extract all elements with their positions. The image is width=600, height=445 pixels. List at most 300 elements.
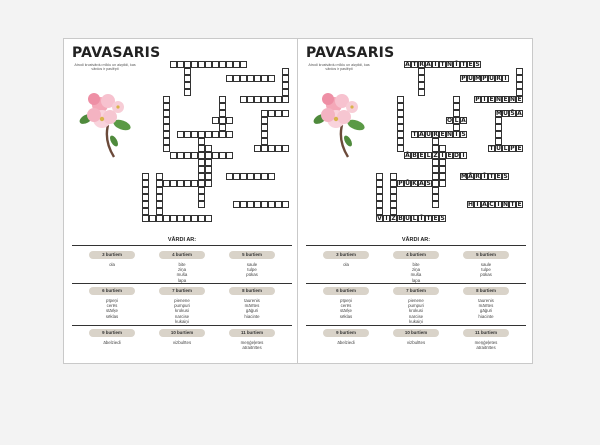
crossword-cell — [376, 201, 383, 208]
crossword-grid-solved — [298, 39, 533, 239]
crossword-cell — [205, 152, 212, 159]
crossword-cell — [163, 180, 170, 187]
crossword-cell: U — [405, 215, 410, 222]
word-item: saule — [246, 262, 258, 267]
word-length-label: 3 burtiem — [323, 251, 369, 259]
crossword-cell — [247, 96, 254, 103]
crossword-cell — [418, 82, 425, 89]
crossword-cell — [453, 103, 460, 110]
crossword-cell — [268, 96, 275, 103]
crossword-cell — [261, 173, 268, 180]
crossword-cell — [205, 131, 212, 138]
crossword-cell: T — [489, 145, 494, 152]
crossword-cell: Š — [510, 110, 515, 117]
crossword-cell — [439, 145, 446, 152]
crossword-cell — [261, 131, 268, 138]
crossword-cell: E — [517, 96, 522, 103]
word-group — [386, 251, 446, 283]
crossword-cell: T — [426, 215, 431, 222]
crossword-cell — [418, 75, 425, 82]
word-group — [386, 287, 446, 324]
crossword-cell — [453, 96, 460, 103]
word-item: hiacinte — [244, 313, 260, 319]
word-length-label: 10 burtiem — [159, 329, 205, 337]
word-item: tulpe — [247, 267, 257, 273]
word-item: stārķe — [106, 308, 118, 314]
crossword-cell — [163, 117, 170, 124]
crossword-cell — [390, 180, 397, 187]
crossword-cell — [233, 201, 240, 208]
word-item: krokusi — [409, 308, 423, 314]
crossword-cell — [198, 194, 205, 201]
word-item: pienene — [174, 298, 190, 303]
crossword-cell — [198, 201, 205, 208]
crossword-cell — [240, 61, 247, 68]
divider — [72, 245, 292, 246]
crossword-cell: N — [447, 61, 453, 68]
crossword-cell — [198, 159, 205, 166]
crossword-cell — [219, 96, 226, 103]
crossword-cell — [247, 173, 254, 180]
crossword-cell: I — [383, 215, 390, 222]
crossword-cell — [282, 96, 289, 103]
crossword-cell — [432, 166, 439, 173]
word-group — [456, 251, 516, 278]
crossword-cell: R — [475, 173, 480, 180]
crossword-cell: L — [454, 117, 459, 124]
crossword-cell: O — [447, 117, 453, 124]
word-item: cerēs — [340, 303, 352, 309]
crossword-cell — [219, 131, 226, 138]
word-group — [316, 329, 376, 345]
worksheet-solved — [297, 38, 533, 364]
crossword-cell: T — [510, 201, 515, 208]
word-group — [386, 329, 446, 345]
crossword-cell — [397, 131, 404, 138]
crossword-cell: C — [489, 201, 494, 208]
crossword-cell — [397, 138, 404, 145]
crossword-cell — [198, 131, 205, 138]
crossword-cell — [282, 75, 289, 82]
crossword-cell — [198, 180, 205, 187]
crossword-cell — [198, 173, 205, 180]
crossword-cell: K — [412, 180, 417, 187]
crossword-cell — [261, 75, 268, 82]
crossword-cell — [219, 117, 226, 124]
crossword-cell: Ī — [418, 215, 425, 222]
crossword-cell — [212, 131, 219, 138]
crossword-cell: Z — [391, 215, 396, 222]
crossword-cell — [261, 124, 268, 131]
crossword-cell: E — [433, 215, 438, 222]
crossword-cell — [142, 215, 149, 222]
crossword-cell — [142, 194, 149, 201]
crossword-cell — [240, 75, 247, 82]
crossword-cell: E — [419, 152, 424, 159]
crossword-cell: P — [398, 180, 403, 187]
crossword-cell — [198, 61, 205, 68]
crossword-cell: A — [419, 131, 424, 138]
crossword-cell — [191, 61, 198, 68]
crossword-cell — [156, 194, 163, 201]
crossword-cell: R — [419, 61, 424, 68]
crossword-cell — [275, 96, 282, 103]
word-length-label: 11 burtiem — [463, 329, 509, 337]
crossword-cell: U — [503, 110, 508, 117]
word-item: ola — [109, 262, 115, 267]
word-item: vizbulītes — [406, 340, 426, 345]
word-item: stārķe — [340, 308, 352, 314]
crossword-cell: T — [412, 131, 417, 138]
crossword-cell — [226, 117, 233, 124]
crossword-cell: Ū — [405, 180, 410, 187]
crossword-cell — [219, 103, 226, 110]
crossword-cell — [432, 201, 439, 208]
word-item: ābelziedi — [337, 340, 355, 345]
page-subtitle: Atrodi krustvārdu mīklu un aizpildi, kas vārdos ir paslēpti — [74, 63, 136, 72]
word-item: hiacinte — [478, 313, 494, 319]
crossword-cell: P — [510, 145, 515, 152]
crossword-cell — [261, 96, 268, 103]
word-item: bite — [412, 262, 420, 267]
crossword-cell — [184, 68, 191, 75]
crossword-cell — [439, 166, 446, 173]
word-item: gāģuri — [245, 308, 259, 314]
crossword-cell — [268, 110, 275, 117]
crossword-cell — [163, 124, 170, 131]
crossword-cell — [156, 215, 163, 222]
crossword-cell: T — [412, 61, 417, 68]
crossword-cell — [184, 75, 191, 82]
crossword-cell: A — [461, 117, 466, 124]
word-item: pīpeņi — [106, 298, 118, 303]
word-item: lapa — [411, 277, 421, 283]
crossword-cell: E — [503, 96, 508, 103]
crossword-cell — [418, 89, 425, 96]
crossword-cell — [254, 173, 261, 180]
crossword-cell: A — [419, 180, 424, 187]
crossword-cell: S — [475, 61, 480, 68]
crossword-cell: N — [447, 131, 453, 138]
crossword-cell — [219, 110, 226, 117]
word-item: tulpe — [481, 267, 491, 273]
word-group — [222, 329, 282, 350]
crossword-cell — [156, 180, 163, 187]
crossword-cell — [390, 201, 397, 208]
crossword-cell — [282, 145, 289, 152]
crossword-cell — [191, 152, 198, 159]
crossword-cell: Ā — [405, 152, 410, 159]
crossword-cell — [156, 173, 163, 180]
crossword-cell — [226, 61, 233, 68]
crossword-cell — [261, 110, 268, 117]
crossword-cell — [226, 75, 233, 82]
word-item: narcise — [408, 313, 424, 319]
crossword-cell: T — [489, 173, 494, 180]
crossword-cell: Ā — [468, 173, 473, 180]
crossword-cell — [226, 131, 233, 138]
crossword-cell: U — [489, 75, 494, 82]
crossword-cell — [198, 138, 205, 145]
word-group — [152, 329, 212, 345]
crossword-cell: A — [426, 61, 431, 68]
crossword-cell: U — [496, 145, 501, 152]
word-item: ziņa — [411, 267, 421, 273]
crossword-cell — [240, 96, 247, 103]
crossword-cell: I — [453, 131, 460, 138]
crossword-cell — [163, 110, 170, 117]
crossword-cell — [247, 75, 254, 82]
divider — [72, 283, 292, 284]
crossword-cell — [205, 145, 212, 152]
crossword-cell — [516, 82, 523, 89]
crossword-cell: M — [496, 110, 502, 117]
crossword-cell — [439, 173, 446, 180]
crossword-cell — [432, 138, 439, 145]
crossword-cell: E — [517, 201, 522, 208]
word-item: lapa — [177, 277, 187, 283]
crossword-cell — [184, 89, 191, 96]
words-header: VĀRDI AR: — [401, 237, 431, 243]
crossword-cell — [495, 138, 502, 145]
worksheet-blank — [63, 38, 299, 364]
crossword-cell — [170, 215, 177, 222]
crossword-cell — [205, 215, 212, 222]
crossword-cell — [163, 215, 170, 222]
crossword-cell — [261, 145, 268, 152]
crossword-cell — [198, 152, 205, 159]
word-group — [82, 287, 142, 319]
word-item: pūkas — [480, 272, 492, 278]
crossword-cell — [275, 110, 282, 117]
crossword-cell — [142, 201, 149, 208]
crossword-cell — [275, 145, 282, 152]
crossword-cell — [495, 131, 502, 138]
crossword-cell — [268, 145, 275, 152]
crossword-cell — [191, 215, 198, 222]
crossword-cell — [205, 173, 212, 180]
crossword-cell: Ī — [453, 61, 460, 68]
crossword-cell: V — [377, 215, 382, 222]
crossword-cell: M — [461, 173, 467, 180]
crossword-cell: M — [475, 75, 481, 82]
word-item: pumpuri — [408, 303, 424, 309]
crossword-cell — [233, 75, 240, 82]
word-group — [152, 251, 212, 283]
crossword-cell — [261, 117, 268, 124]
crossword-cell — [282, 110, 289, 117]
crossword-cell — [170, 61, 177, 68]
crossword-cell — [376, 208, 383, 215]
crossword-cell: N — [510, 96, 516, 103]
word-item: taurenis — [478, 298, 494, 303]
crossword-cell: Z — [433, 152, 438, 159]
crossword-cell — [177, 131, 184, 138]
word-item: meņģeļetes — [240, 340, 264, 345]
crossword-cell: I — [432, 61, 439, 68]
crossword-cell — [397, 103, 404, 110]
crossword-cell: H — [468, 201, 474, 208]
divider — [306, 325, 526, 326]
crossword-cell: N — [503, 201, 509, 208]
crossword-cell — [516, 68, 523, 75]
crossword-cell: Ī — [481, 173, 488, 180]
crossword-cell: T — [440, 61, 445, 68]
crossword-cell — [432, 180, 439, 187]
crossword-cell — [191, 180, 198, 187]
crossword-cell — [184, 61, 191, 68]
crossword-cell — [376, 173, 383, 180]
crossword-cell — [390, 194, 397, 201]
crossword-cell — [219, 152, 226, 159]
crossword-cell: L — [503, 145, 508, 152]
crossword-cell: E — [468, 61, 473, 68]
word-group — [82, 329, 142, 345]
crossword-cell — [376, 187, 383, 194]
crossword-cell — [390, 173, 397, 180]
crossword-cell: E — [440, 131, 445, 138]
crossword-cell: U — [468, 75, 473, 82]
crossword-cell: D — [454, 152, 459, 159]
crossword-cell — [453, 124, 460, 131]
crossword-cell — [219, 61, 226, 68]
crossword-cell — [170, 180, 177, 187]
word-group — [152, 287, 212, 324]
crossword-cell: I — [474, 201, 481, 208]
crossword-cell: L — [412, 215, 417, 222]
word-item: krokusi — [175, 308, 189, 314]
crossword-cell — [191, 131, 198, 138]
crossword-cell — [177, 215, 184, 222]
crossword-cell: R — [496, 75, 501, 82]
crossword-cell: B — [398, 215, 403, 222]
word-item: sēklas — [105, 313, 119, 319]
word-item: cerēs — [106, 303, 118, 309]
crossword-cell: P — [461, 75, 466, 82]
divider — [72, 325, 292, 326]
word-group — [222, 251, 282, 278]
word-item: kukaiņi — [175, 318, 189, 324]
crossword-cell — [418, 68, 425, 75]
crossword-cell: I — [460, 152, 467, 159]
crossword-cell: I — [481, 96, 488, 103]
crossword-cell — [205, 180, 212, 187]
word-group — [82, 251, 142, 267]
word-item: pīpeņi — [340, 298, 352, 303]
crossword-cell — [397, 96, 404, 103]
crossword-cell — [376, 194, 383, 201]
crossword-cell: B — [412, 152, 417, 159]
crossword-cell — [142, 187, 149, 194]
crossword-cell — [156, 187, 163, 194]
word-item: bite — [178, 262, 186, 267]
crossword-cell — [390, 208, 397, 215]
crossword-cell — [432, 159, 439, 166]
word-item: ola — [343, 262, 349, 267]
word-item: pienene — [408, 298, 424, 303]
word-item: narcise — [174, 313, 190, 319]
crossword-cell: S — [461, 131, 466, 138]
word-item: saule — [480, 262, 492, 267]
crossword-cell — [432, 145, 439, 152]
crossword-cell: N — [496, 96, 502, 103]
word-item: ziņa — [177, 267, 187, 273]
crossword-cell: E — [489, 96, 494, 103]
crossword-cell — [142, 208, 149, 215]
word-length-label: 4 burtiem — [393, 251, 439, 259]
crossword-cell — [495, 117, 502, 124]
crossword-cell — [516, 89, 523, 96]
word-length-label: 8 burtiem — [229, 287, 275, 295]
word-group — [222, 287, 282, 319]
crossword-cell — [439, 180, 446, 187]
crossword-cell — [397, 145, 404, 152]
divider — [306, 283, 526, 284]
crossword-cell: L — [426, 152, 431, 159]
word-item: gāģuri — [479, 308, 493, 314]
crossword-cell: A — [482, 201, 487, 208]
word-length-label: 9 burtiem — [89, 329, 135, 337]
word-length-label: 6 burtiem — [89, 287, 135, 295]
crossword-cell — [282, 89, 289, 96]
crossword-cell — [275, 201, 282, 208]
word-item: kukaiņi — [409, 318, 423, 324]
crossword-cell — [432, 173, 439, 180]
word-length-label: 6 burtiem — [323, 287, 369, 295]
crossword-cell: P — [482, 75, 487, 82]
crossword-cell — [254, 75, 261, 82]
crossword-cell — [268, 75, 275, 82]
crossword-cell — [198, 145, 205, 152]
crossword-cell — [184, 215, 191, 222]
crossword-cell — [205, 159, 212, 166]
crossword-cell — [439, 159, 446, 166]
crossword-cell: E — [517, 145, 522, 152]
word-length-label: 3 burtiem — [89, 251, 135, 259]
word-item: atraitnītes — [242, 345, 262, 351]
crossword-cell — [212, 117, 219, 124]
crossword-cell — [432, 194, 439, 201]
word-length-label: 10 burtiem — [393, 329, 439, 337]
crossword-cell — [516, 75, 523, 82]
crossword-cell — [390, 187, 397, 194]
crossword-cell — [149, 215, 156, 222]
crossword-cell: E — [447, 152, 452, 159]
divider — [306, 245, 526, 246]
crossword-cell — [240, 201, 247, 208]
word-item: ābelziedi — [103, 340, 121, 345]
crossword-cell — [163, 131, 170, 138]
crossword-cell: A — [405, 61, 410, 68]
page-title: PAVASARIS — [306, 45, 395, 61]
word-length-label: 7 burtiem — [393, 287, 439, 295]
crossword-cell — [233, 61, 240, 68]
crossword-cell — [282, 68, 289, 75]
crossword-cell: I — [495, 201, 502, 208]
word-group — [456, 287, 516, 319]
crossword-cell — [198, 166, 205, 173]
crossword-cell — [163, 145, 170, 152]
crossword-cell: E — [496, 173, 501, 180]
word-item: pūkas — [246, 272, 258, 278]
crossword-cell — [254, 145, 261, 152]
crossword-cell — [212, 152, 219, 159]
word-length-label: 9 burtiem — [323, 329, 369, 337]
word-group — [316, 287, 376, 319]
crossword-cell: U — [426, 131, 431, 138]
crossword-cell: T — [461, 61, 466, 68]
crossword-cell — [233, 173, 240, 180]
